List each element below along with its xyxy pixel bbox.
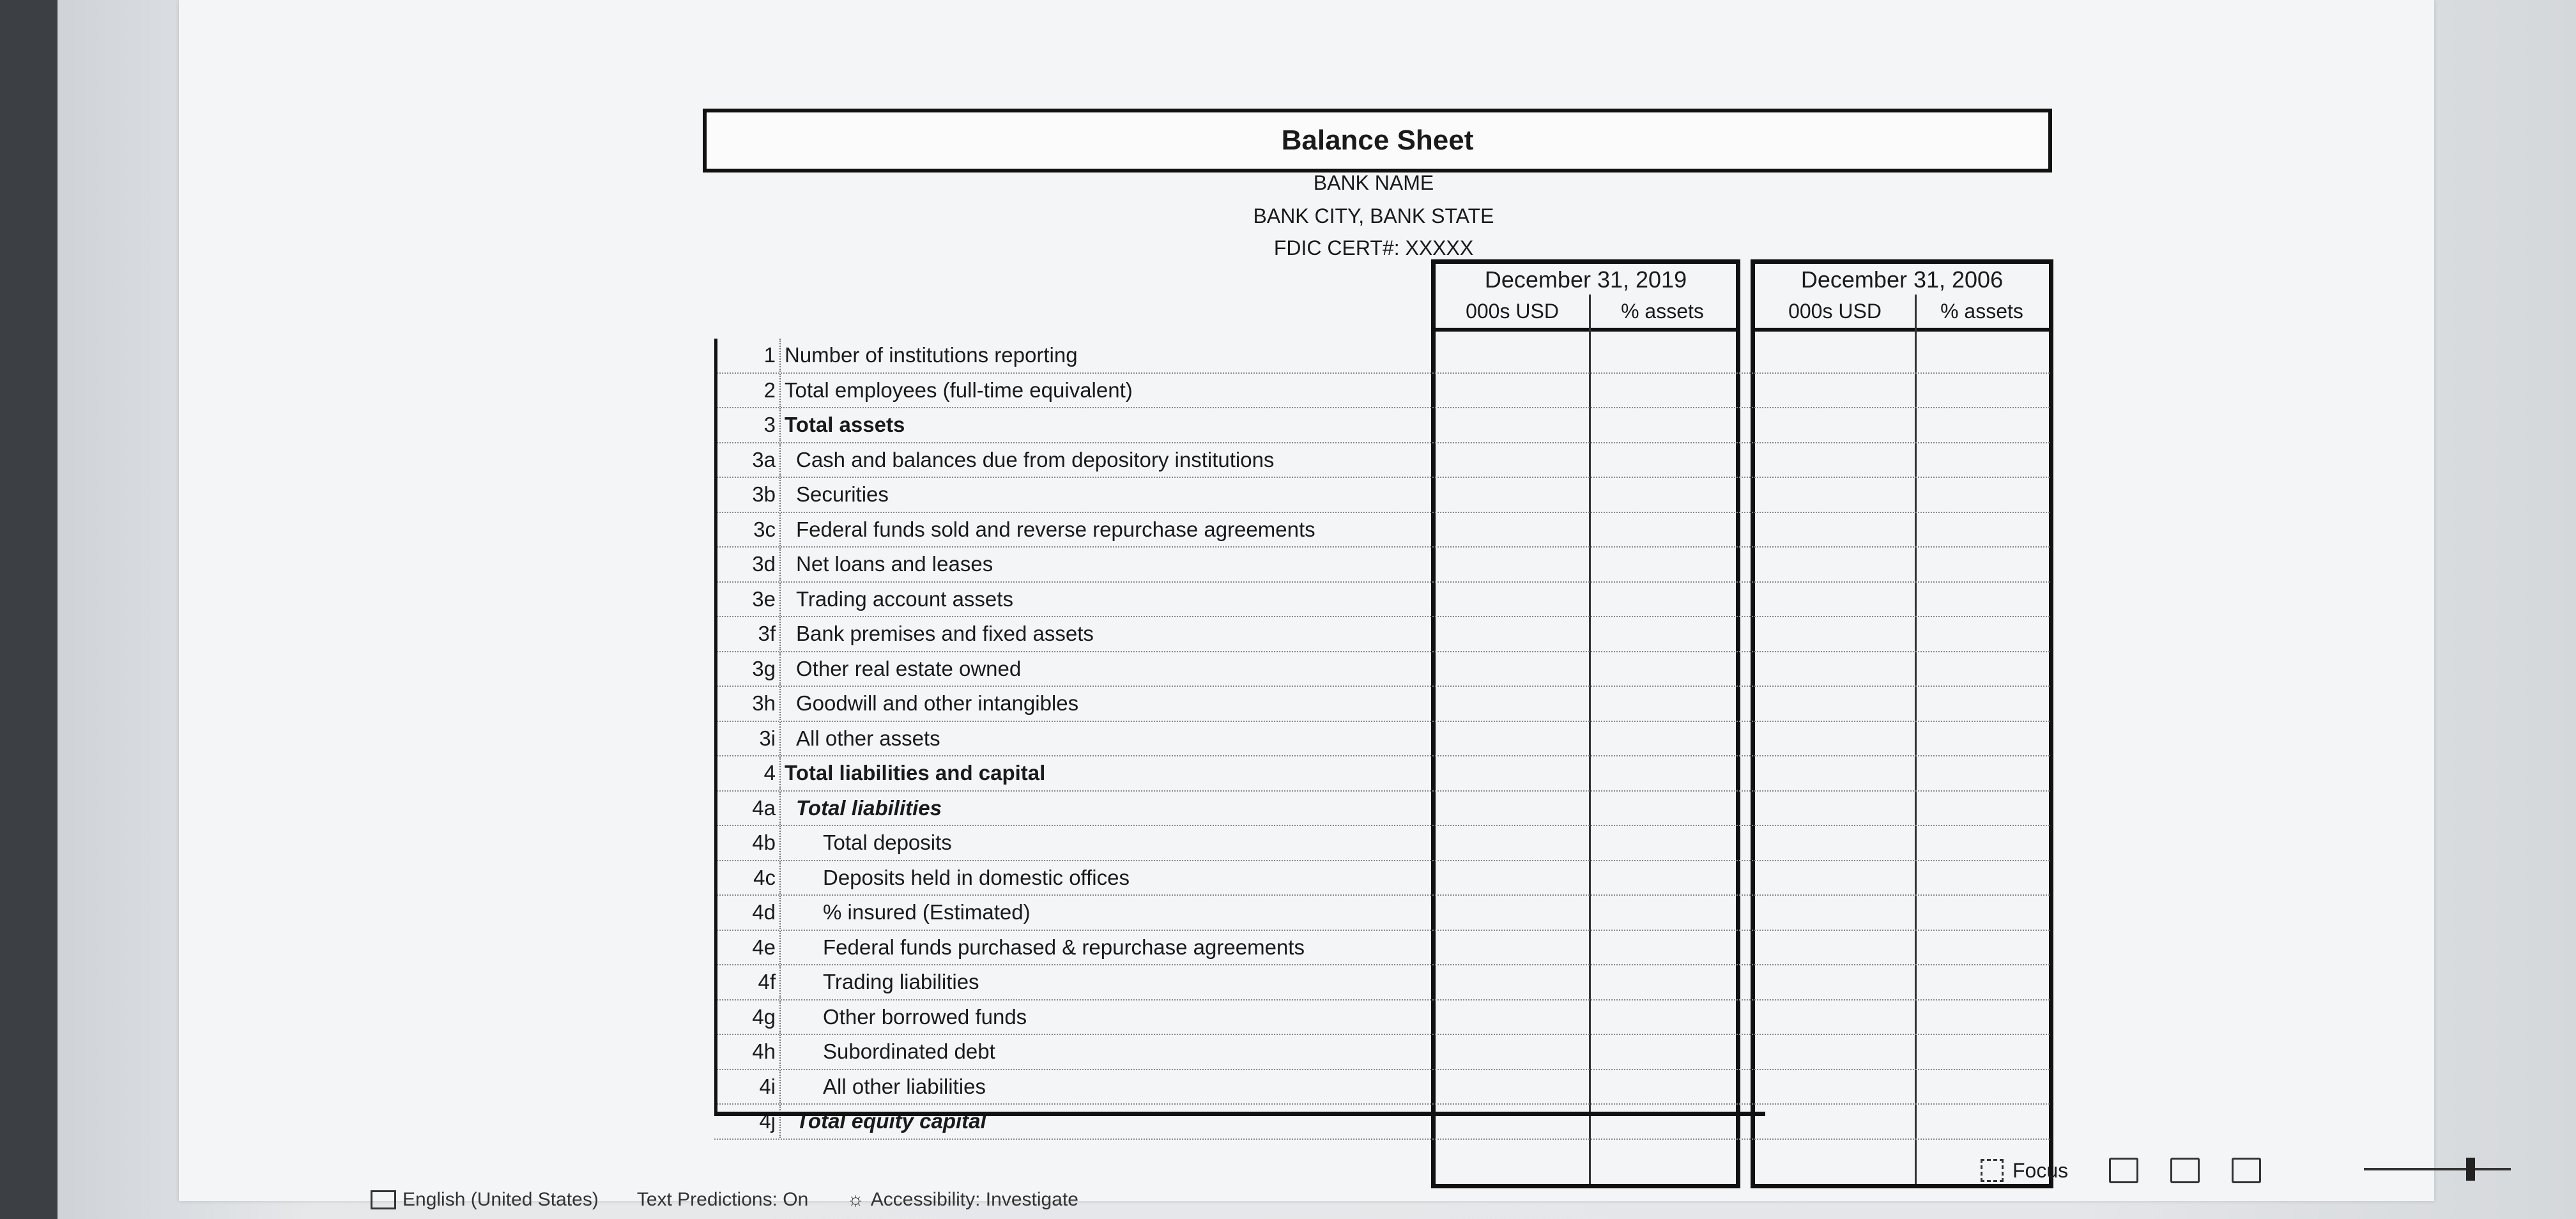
- period-2006-header-rule: [1755, 328, 2049, 332]
- text-predictions-status[interactable]: Text Predictions: On: [636, 1189, 809, 1210]
- language-status[interactable]: English (United States): [371, 1189, 599, 1211]
- table-row: 3g Other real estate owned: [714, 652, 2050, 687]
- bank-name: BANK NAME: [1313, 171, 1434, 194]
- status-bar: [179, 1181, 2511, 1219]
- focus-label: Focus: [2012, 1158, 2069, 1182]
- table-row: 4a Total liabilities: [714, 792, 2050, 827]
- period-2006-pct-header: % assets: [1940, 300, 2023, 323]
- period-2006-title: December 31, 2006: [1800, 266, 2004, 293]
- book-icon: [371, 1190, 396, 1209]
- table-row: 3b Securities: [714, 478, 2050, 513]
- table-row: 3d Net loans and leases: [714, 548, 2050, 583]
- web-layout-icon[interactable]: [2232, 1158, 2261, 1183]
- table-row: 4h Subordinated debt: [714, 1035, 2050, 1070]
- sheet-title: Balance Sheet: [703, 109, 2052, 172]
- zoom-slider-track[interactable]: [2364, 1168, 2511, 1170]
- period-2019-pct-header: % assets: [1621, 300, 1704, 323]
- period-2019-usd-header: 000s USD: [1466, 300, 1559, 323]
- table-row: 3e Trading account assets: [714, 583, 2050, 618]
- table-row: 3c Federal funds sold and reverse repurchase agreements: [714, 513, 2050, 548]
- table-row: 4f Trading liabilities: [714, 965, 2050, 1000]
- table-row: 3i All other assets: [714, 722, 2050, 757]
- monitor-bezel: [0, 0, 57, 1219]
- table-row: 3a Cash and balances due from depository institutions: [714, 443, 2050, 479]
- period-2019-header-rule: [1436, 328, 1736, 332]
- fdic-cert: FDIC CERT#: XXXXX: [1273, 236, 1474, 259]
- focus-mode-control[interactable]: [1981, 1158, 2284, 1183]
- print-layout-icon[interactable]: [2170, 1158, 2200, 1183]
- table-row: 2 Total employees (full-time equivalent): [714, 374, 2050, 409]
- zoom-slider-thumb[interactable]: [2466, 1158, 2475, 1181]
- read-mode-icon[interactable]: [2109, 1158, 2138, 1183]
- period-2019-title: December 31, 2019: [1484, 266, 1687, 293]
- table-row: 4i All other liabilities: [714, 1070, 2050, 1105]
- table-row: 4j Total equity capital: [714, 1105, 2050, 1140]
- balance-sheet-table: [703, 109, 2051, 1144]
- table-row: 4b Total deposits: [714, 826, 2050, 861]
- table-row: 4g Other borrowed funds: [714, 1000, 2050, 1036]
- accessibility-status[interactable]: ☼ Accessibility: Investigate: [847, 1189, 1078, 1210]
- accessibility-icon: ☼: [847, 1189, 864, 1210]
- table-row: 4e Federal funds purchased & repurchase agreements: [714, 931, 2050, 966]
- table-row: 3f Bank premises and fixed assets: [714, 617, 2050, 652]
- table-row: 3h Goodwill and other intangibles: [714, 687, 2050, 722]
- table-row: 1 Number of institutions reporting: [714, 339, 2050, 374]
- focus-icon: [1981, 1159, 2004, 1182]
- bank-location: BANK CITY, BANK STATE: [1253, 204, 1494, 227]
- table-row: 4 Total liabilities and capital: [714, 756, 2050, 792]
- table-row: 4c Deposits held in domestic offices: [714, 861, 2050, 896]
- period-2006-usd-header: 000s USD: [1788, 300, 1882, 323]
- document-page: [179, 0, 2434, 1201]
- line-items-frame: [714, 339, 1765, 1116]
- table-row: 4d % insured (Estimated): [714, 896, 2050, 931]
- table-row: 3 Total assets: [714, 408, 2050, 443]
